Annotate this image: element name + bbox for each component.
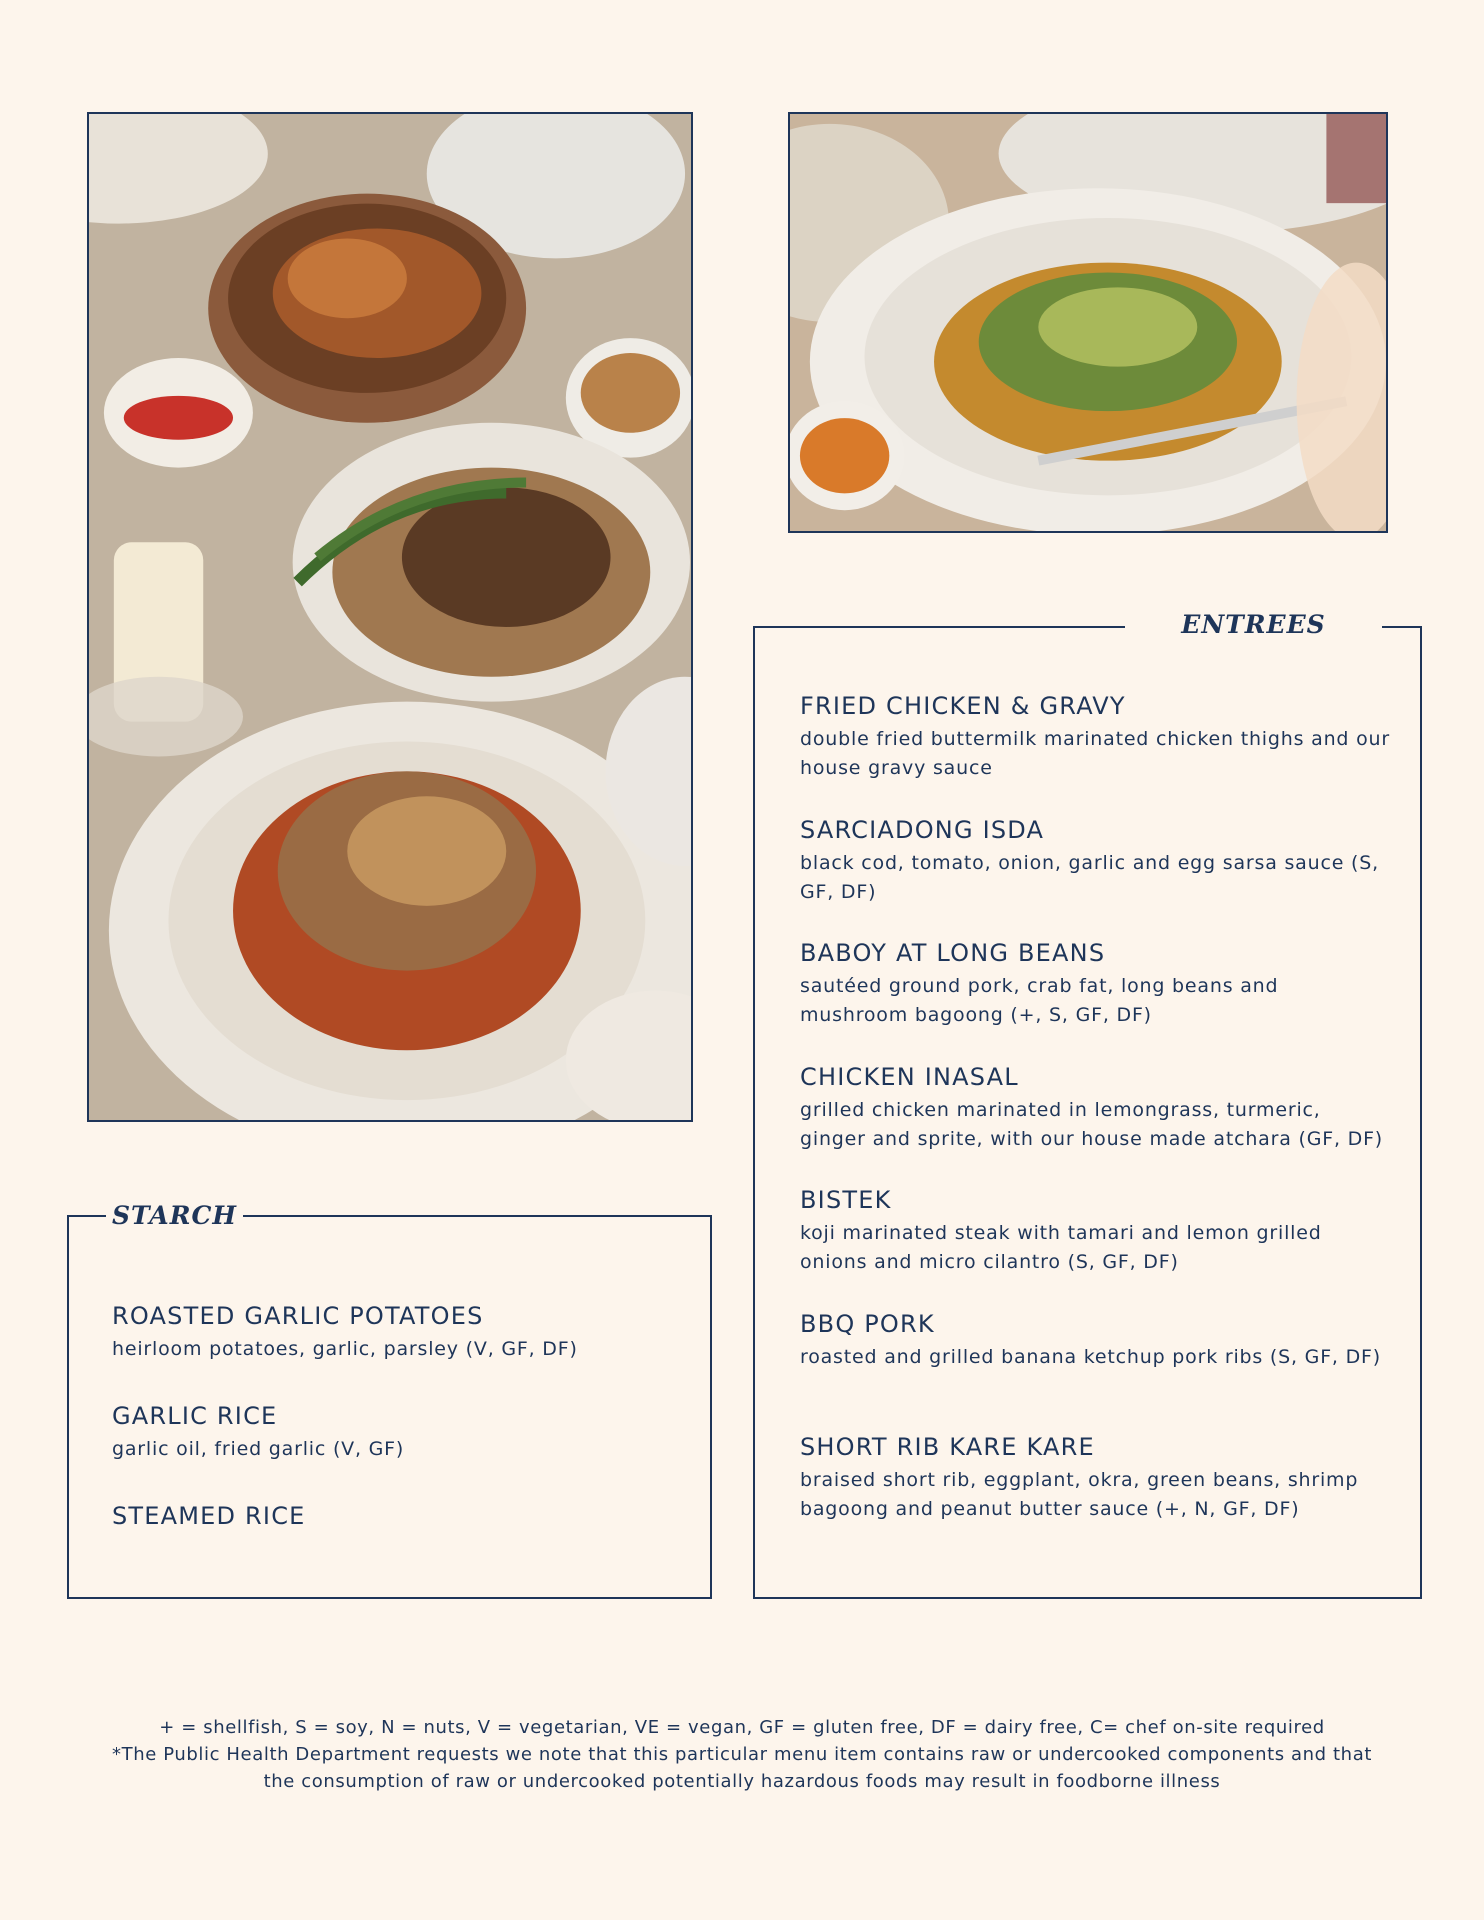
item-description: roasted and grilled banana ketchup pork ribs (S, GF, DF) xyxy=(800,1346,1381,1368)
item-description: double fried buttermilk marinated chicken thighs and our house gravy sauce xyxy=(800,728,1390,779)
starch-section xyxy=(67,1201,712,1599)
menu-item xyxy=(112,1301,680,1364)
item-description: sautéed ground pork, crab fat, long beans and mushroom bagoong (+, S, GF, DF) xyxy=(800,975,1279,1026)
health-notice-continued: the consumption of raw or undercooked potentially hazardous foods may result in foodborne illness xyxy=(263,1771,1221,1792)
allergen-legend: + = shellfish, S = soy, N = nuts, V = vegetarian, VE = vegan, GF = gluten free, DF = dairy free, C= chef on-site required xyxy=(159,1717,1325,1738)
menu-item xyxy=(800,1309,1390,1372)
menu-item xyxy=(800,1185,1390,1277)
item-name: FRIED CHICKEN & GRAVY xyxy=(800,692,1126,720)
entrees-section xyxy=(753,610,1422,1599)
item-description: braised short rib, eggplant, okra, green beans, shrimp bagoong and peanut butter sauce (+, N, GF, DF) xyxy=(800,1469,1359,1520)
item-description: grilled chicken marinated in lemongrass, turmeric, ginger and sprite, with our house made atchara (GF, DF) xyxy=(800,1099,1384,1150)
item-description: black cod, tomato, onion, garlic and egg sarsa sauce (S, GF, DF) xyxy=(800,852,1379,903)
food-spread-photo xyxy=(87,112,693,1122)
allergen-footer xyxy=(60,1714,1424,1795)
item-description: koji marinated steak with tamari and lemon grilled onions and micro cilantro (S, GF, DF) xyxy=(800,1222,1322,1273)
starch-heading: STARCH xyxy=(106,1201,243,1231)
item-name: BABOY AT LONG BEANS xyxy=(800,939,1106,967)
menu-item xyxy=(800,938,1390,1030)
item-name: SARCIADONG ISDA xyxy=(800,816,1045,844)
item-name: STEAMED RICE xyxy=(112,1502,306,1530)
menu-item xyxy=(800,1432,1390,1524)
item-name: SHORT RIB KARE KARE xyxy=(800,1433,1095,1461)
item-description: garlic oil, fried garlic (V, GF) xyxy=(112,1438,405,1460)
menu-item xyxy=(112,1401,680,1464)
item-name: BISTEK xyxy=(800,1186,892,1214)
menu-item xyxy=(112,1501,680,1531)
menu-item xyxy=(800,815,1390,907)
menu-item xyxy=(800,1062,1390,1154)
item-name: ROASTED GARLIC POTATOES xyxy=(112,1302,484,1330)
item-description: heirloom potatoes, garlic, parsley (V, GF, DF) xyxy=(112,1338,578,1360)
menu-item xyxy=(800,691,1390,783)
item-name: BBQ PORK xyxy=(800,1310,935,1338)
noodle-bowl-photo xyxy=(788,112,1388,533)
health-notice: *The Public Health Department requests we note that this particular menu item contains raw or undercooked components and that xyxy=(112,1744,1372,1765)
item-name: CHICKEN INASAL xyxy=(800,1063,1019,1091)
entrees-heading: ENTREES xyxy=(1125,610,1382,640)
item-name: GARLIC RICE xyxy=(112,1402,278,1430)
